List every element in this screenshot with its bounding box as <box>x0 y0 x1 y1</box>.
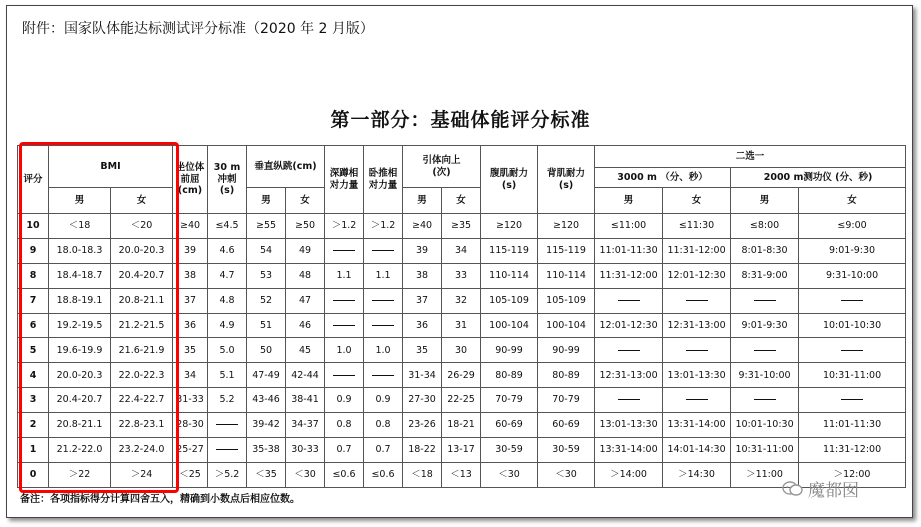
cell-run-f: ≤11:30 <box>663 214 731 239</box>
cell-bmi-m: 18.0-18.3 <box>49 238 111 263</box>
dash-mark <box>618 399 640 400</box>
cell-pull-f: 31 <box>442 313 481 338</box>
cell-bench: ＞1.2 <box>364 214 403 239</box>
cell-bmi-m: ＞22 <box>49 462 111 487</box>
cell-pull-m: 18-22 <box>403 438 442 463</box>
cell-bench: ≤0.6 <box>364 462 403 487</box>
header-pullup-male: 男 <box>403 188 442 214</box>
header-bmi-male: 男 <box>49 188 111 214</box>
cell-score: 3 <box>18 388 49 413</box>
cell-sprint: 5.1 <box>208 363 247 388</box>
cell-sprint: 4.6 <box>208 238 247 263</box>
cell-sit: 34 <box>173 363 208 388</box>
cell-sprint: 4.8 <box>208 288 247 313</box>
dash-mark <box>686 300 708 301</box>
cell-pull-f: 32 <box>442 288 481 313</box>
cell-sprint: 4.9 <box>208 313 247 338</box>
cell-pull-f: 22-25 <box>442 388 481 413</box>
cell-bench <box>364 363 403 388</box>
header-sit-reach: 坐位体 前屈 (cm) <box>173 146 208 214</box>
cell-pull-f: 34 <box>442 238 481 263</box>
cell-run-m: ＞14:00 <box>595 462 663 487</box>
cell-bmi-m: 20.0-20.3 <box>49 363 111 388</box>
cell-bench: 1.1 <box>364 263 403 288</box>
cell-jump-f: 49 <box>286 238 325 263</box>
cell-squat: 0.7 <box>325 438 364 463</box>
cell-run-m <box>595 388 663 413</box>
dash-mark <box>372 375 394 376</box>
cell-bench <box>364 288 403 313</box>
dash-mark <box>333 300 355 301</box>
cell-score: 6 <box>18 313 49 338</box>
cell-run-f <box>663 388 731 413</box>
cell-jump-f: 48 <box>286 263 325 288</box>
cell-sit: 35 <box>173 338 208 363</box>
cell-sprint <box>208 413 247 438</box>
cell-bmi-m: 19.6-19.9 <box>49 338 111 363</box>
header-abs: 腹肌耐力 (s) <box>481 146 538 214</box>
watermark <box>782 476 859 501</box>
header-bmi-female: 女 <box>111 188 173 214</box>
cell-pull-m: 39 <box>403 238 442 263</box>
cell-sit: 37 <box>173 288 208 313</box>
cell-abs: ≥120 <box>481 214 538 239</box>
header-vertical-jump: 垂直纵跳(cm) <box>247 146 325 188</box>
cell-row-f: 11:31-12:00 <box>799 438 906 463</box>
cell-row-m: 9:01-9:30 <box>731 313 799 338</box>
cell-run-f: 12:01-12:30 <box>663 263 731 288</box>
cell-run-m: 12:01-12:30 <box>595 313 663 338</box>
cell-bmi-m: 20.8-21.1 <box>49 413 111 438</box>
header-jump-male: 男 <box>247 188 286 214</box>
cell-abs: ＜30 <box>481 462 538 487</box>
cell-score: 4 <box>18 363 49 388</box>
table-row <box>18 388 906 413</box>
table-row <box>18 363 906 388</box>
cell-pull-f: ≥35 <box>442 214 481 239</box>
cell-row-f: 10:31-11:00 <box>799 363 906 388</box>
dash-mark <box>686 350 708 351</box>
dash-mark <box>216 424 238 425</box>
cell-row-f <box>799 338 906 363</box>
cell-bmi-m: 18.8-19.1 <box>49 288 111 313</box>
cell-run-f: ＞14:30 <box>663 462 731 487</box>
cell-sit: 25-27 <box>173 438 208 463</box>
cell-run-m: ≤11:00 <box>595 214 663 239</box>
cell-score: 9 <box>18 238 49 263</box>
cell-pull-m: ≥40 <box>403 214 442 239</box>
cell-score: 2 <box>18 413 49 438</box>
dash-mark <box>754 399 776 400</box>
cell-bmi-m: 20.4-20.7 <box>49 388 111 413</box>
cell-jump-m: ≥55 <box>247 214 286 239</box>
cell-bench: 0.7 <box>364 438 403 463</box>
cell-bench <box>364 238 403 263</box>
cell-row-f: ≤9:00 <box>799 214 906 239</box>
cell-sprint: 4.7 <box>208 263 247 288</box>
cell-jump-f: 42-44 <box>286 363 325 388</box>
cell-sit: ＜25 <box>173 462 208 487</box>
table-row <box>18 413 906 438</box>
cell-bmi-f: 22.8-23.1 <box>111 413 173 438</box>
cell-row-f: 11:01-11:30 <box>799 413 906 438</box>
cell-squat <box>325 363 364 388</box>
cell-abs: 115-119 <box>481 238 538 263</box>
cell-score: 0 <box>18 462 49 487</box>
cell-jump-f: ≥50 <box>286 214 325 239</box>
cell-back: 60-69 <box>538 413 595 438</box>
cell-run-m: 11:31-12:00 <box>595 263 663 288</box>
cell-pull-m: 23-26 <box>403 413 442 438</box>
wechat-icon <box>782 481 804 497</box>
cell-pull-m: 27-30 <box>403 388 442 413</box>
cell-abs: 60-69 <box>481 413 538 438</box>
cell-row-m <box>731 388 799 413</box>
header-sprint: 30 m 冲刺 (s) <box>208 146 247 214</box>
cell-squat: ≤0.6 <box>325 462 364 487</box>
cell-back: 70-79 <box>538 388 595 413</box>
header-back: 背肌耐力 (s) <box>538 146 595 214</box>
dash-mark <box>333 325 355 326</box>
page-title: 第一部分：基础体能评分标准 <box>330 109 591 131</box>
cell-jump-f: 47 <box>286 288 325 313</box>
cell-bmi-f: 21.2-21.5 <box>111 313 173 338</box>
dash-mark <box>618 350 640 351</box>
cell-jump-m: 43-46 <box>247 388 286 413</box>
cell-jump-m: ＜35 <box>247 462 286 487</box>
cell-bmi-f: 20.4-20.7 <box>111 263 173 288</box>
cell-pull-m: 31-34 <box>403 363 442 388</box>
cell-back: ＜30 <box>538 462 595 487</box>
header-bmi: BMI <box>49 146 173 188</box>
dash-mark <box>841 350 863 351</box>
cell-jump-m: 47-49 <box>247 363 286 388</box>
cell-squat: 1.0 <box>325 338 364 363</box>
cell-jump-f: 45 <box>286 338 325 363</box>
cell-jump-f: 38-41 <box>286 388 325 413</box>
cell-jump-m: 53 <box>247 263 286 288</box>
cell-abs: 30-59 <box>481 438 538 463</box>
cell-sprint: 5.0 <box>208 338 247 363</box>
cell-row-m: 8:31-9:00 <box>731 263 799 288</box>
dash-mark <box>686 399 708 400</box>
header-rower-male: 男 <box>731 188 799 214</box>
cell-sit: 36 <box>173 313 208 338</box>
footnote: 备注：各项指标得分计算四舍五入，精确到小数点后相应位数。 <box>20 494 300 505</box>
cell-bmi-f: 22.0-22.3 <box>111 363 173 388</box>
cell-squat: 0.9 <box>325 388 364 413</box>
dash-mark <box>754 350 776 351</box>
watermark-text: 魔都囡 <box>808 481 859 501</box>
cell-run-m <box>595 288 663 313</box>
dash-mark <box>216 449 238 450</box>
table-row <box>18 313 906 338</box>
cell-bench: 1.0 <box>364 338 403 363</box>
cell-back: 105-109 <box>538 288 595 313</box>
header-run-3000: 3000 m （分、秒） <box>595 168 731 188</box>
cell-squat <box>325 313 364 338</box>
cell-score: 10 <box>18 214 49 239</box>
cell-jump-m: 51 <box>247 313 286 338</box>
cell-jump-f: 46 <box>286 313 325 338</box>
cell-squat <box>325 288 364 313</box>
header-jump-female: 女 <box>286 188 325 214</box>
cell-row-m: 9:31-10:00 <box>731 363 799 388</box>
scoring-table <box>17 145 906 488</box>
cell-bmi-f: ＜20 <box>111 214 173 239</box>
cell-run-m: 11:01-11:30 <box>595 238 663 263</box>
cell-row-m <box>731 338 799 363</box>
cell-sprint: 5.2 <box>208 388 247 413</box>
cell-row-m: 10:31-11:00 <box>731 438 799 463</box>
cell-run-f: 11:31-12:00 <box>663 238 731 263</box>
cell-back: 100-104 <box>538 313 595 338</box>
cell-score: 5 <box>18 338 49 363</box>
cell-bmi-m: ＜18 <box>49 214 111 239</box>
header-pullup-female: 女 <box>442 188 481 214</box>
table-row <box>18 338 906 363</box>
cell-run-f: 13:01-13:30 <box>663 363 731 388</box>
header-rower-female: 女 <box>799 188 906 214</box>
cell-row-m <box>731 288 799 313</box>
cell-score: 8 <box>18 263 49 288</box>
cell-bench: 0.8 <box>364 413 403 438</box>
cell-score: 7 <box>18 288 49 313</box>
cell-abs: 90-99 <box>481 338 538 363</box>
table-row <box>18 462 906 487</box>
cell-run-f: 14:01-14:30 <box>663 438 731 463</box>
cell-pull-f: ＜13 <box>442 462 481 487</box>
header-pullup: 引体向上 (次) <box>403 146 481 188</box>
cell-bmi-f: 20.8-21.1 <box>111 288 173 313</box>
cell-squat: 1.1 <box>325 263 364 288</box>
cell-bmi-f: 22.4-22.7 <box>111 388 173 413</box>
cell-abs: 80-89 <box>481 363 538 388</box>
header-choose-one: 二选一 <box>595 146 906 168</box>
cell-sit: 38 <box>173 263 208 288</box>
table-row <box>18 238 906 263</box>
cell-run-f <box>663 288 731 313</box>
dash-mark <box>333 250 355 251</box>
cell-back: 90-99 <box>538 338 595 363</box>
cell-pull-m: 35 <box>403 338 442 363</box>
cell-run-m: 12:31-13:00 <box>595 363 663 388</box>
cell-abs: 110-114 <box>481 263 538 288</box>
header-run-female: 女 <box>663 188 731 214</box>
cell-bench <box>364 313 403 338</box>
cell-abs: 70-79 <box>481 388 538 413</box>
cell-jump-m: 54 <box>247 238 286 263</box>
cell-squat: 0.8 <box>325 413 364 438</box>
cell-jump-m: 35-38 <box>247 438 286 463</box>
cell-row-f <box>799 388 906 413</box>
dash-mark <box>754 300 776 301</box>
cell-bmi-m: 18.4-18.7 <box>49 263 111 288</box>
cell-row-f: 9:01-9:30 <box>799 238 906 263</box>
cell-pull-m: 38 <box>403 263 442 288</box>
cell-pull-m: 37 <box>403 288 442 313</box>
table-row <box>18 288 906 313</box>
dash-mark <box>372 325 394 326</box>
header-bench: 卧推相 对力量 <box>364 146 403 214</box>
document-header: 附件：国家队体能达标测试评分标准（2020 年 2 月版） <box>22 21 374 37</box>
cell-sprint <box>208 438 247 463</box>
cell-squat <box>325 238 364 263</box>
cell-back: 80-89 <box>538 363 595 388</box>
cell-bmi-f: 23.2-24.0 <box>111 438 173 463</box>
cell-jump-f: 30-33 <box>286 438 325 463</box>
cell-bmi-m: 19.2-19.5 <box>49 313 111 338</box>
header-run-male: 男 <box>595 188 663 214</box>
cell-sprint: ＞5.2 <box>208 462 247 487</box>
cell-row-m: 8:01-8:30 <box>731 238 799 263</box>
cell-run-f <box>663 338 731 363</box>
cell-back: ≥120 <box>538 214 595 239</box>
cell-abs: 105-109 <box>481 288 538 313</box>
cell-run-m: 13:31-14:00 <box>595 438 663 463</box>
cell-row-m: ＞11:00 <box>731 462 799 487</box>
dash-mark <box>333 375 355 376</box>
cell-sprint: ≤4.5 <box>208 214 247 239</box>
cell-pull-f: 18-21 <box>442 413 481 438</box>
dash-mark <box>618 300 640 301</box>
cell-sit: 31-33 <box>173 388 208 413</box>
cell-pull-m: 36 <box>403 313 442 338</box>
cell-pull-f: 33 <box>442 263 481 288</box>
cell-jump-m: 52 <box>247 288 286 313</box>
cell-sit: 28-30 <box>173 413 208 438</box>
cell-back: 115-119 <box>538 238 595 263</box>
cell-bench: 0.9 <box>364 388 403 413</box>
cell-bmi-f: 20.0-20.3 <box>111 238 173 263</box>
table-row <box>18 214 906 239</box>
header-squat: 深蹲相 对力量 <box>325 146 364 214</box>
cell-jump-f: 34-37 <box>286 413 325 438</box>
dash-mark <box>841 300 863 301</box>
cell-run-m: 13:01-13:30 <box>595 413 663 438</box>
cell-jump-m: 39-42 <box>247 413 286 438</box>
cell-run-m <box>595 338 663 363</box>
cell-back: 30-59 <box>538 438 595 463</box>
table-row <box>18 438 906 463</box>
cell-pull-f: 30 <box>442 338 481 363</box>
cell-sit: ≥40 <box>173 214 208 239</box>
cell-bmi-f: 21.6-21.9 <box>111 338 173 363</box>
dash-mark <box>372 300 394 301</box>
table-row <box>18 263 906 288</box>
cell-row-f: 9:31-10:00 <box>799 263 906 288</box>
header-score: 评分 <box>18 146 49 214</box>
cell-row-f: 10:01-10:30 <box>799 313 906 338</box>
cell-bmi-m: 21.2-22.0 <box>49 438 111 463</box>
cell-row-f <box>799 288 906 313</box>
cell-sit: 39 <box>173 238 208 263</box>
cell-pull-f: 26-29 <box>442 363 481 388</box>
dash-mark <box>372 250 394 251</box>
cell-run-f: 13:31-14:00 <box>663 413 731 438</box>
cell-abs: 100-104 <box>481 313 538 338</box>
cell-pull-f: 13-17 <box>442 438 481 463</box>
header-rower-2000: 2000 m测功仪 (分、秒) <box>731 168 906 188</box>
cell-score: 1 <box>18 438 49 463</box>
cell-back: 110-114 <box>538 263 595 288</box>
cell-bmi-f: ＞24 <box>111 462 173 487</box>
cell-row-f: ＞12:00 <box>799 462 906 487</box>
cell-row-m: ≤8:00 <box>731 214 799 239</box>
cell-jump-m: 50 <box>247 338 286 363</box>
cell-squat: ＞1.2 <box>325 214 364 239</box>
table-body <box>18 214 906 488</box>
cell-jump-f: ＜30 <box>286 462 325 487</box>
cell-run-f: 12:31-13:00 <box>663 313 731 338</box>
dash-mark <box>841 399 863 400</box>
cell-row-m: 10:01-10:30 <box>731 413 799 438</box>
cell-pull-m: ＜18 <box>403 462 442 487</box>
